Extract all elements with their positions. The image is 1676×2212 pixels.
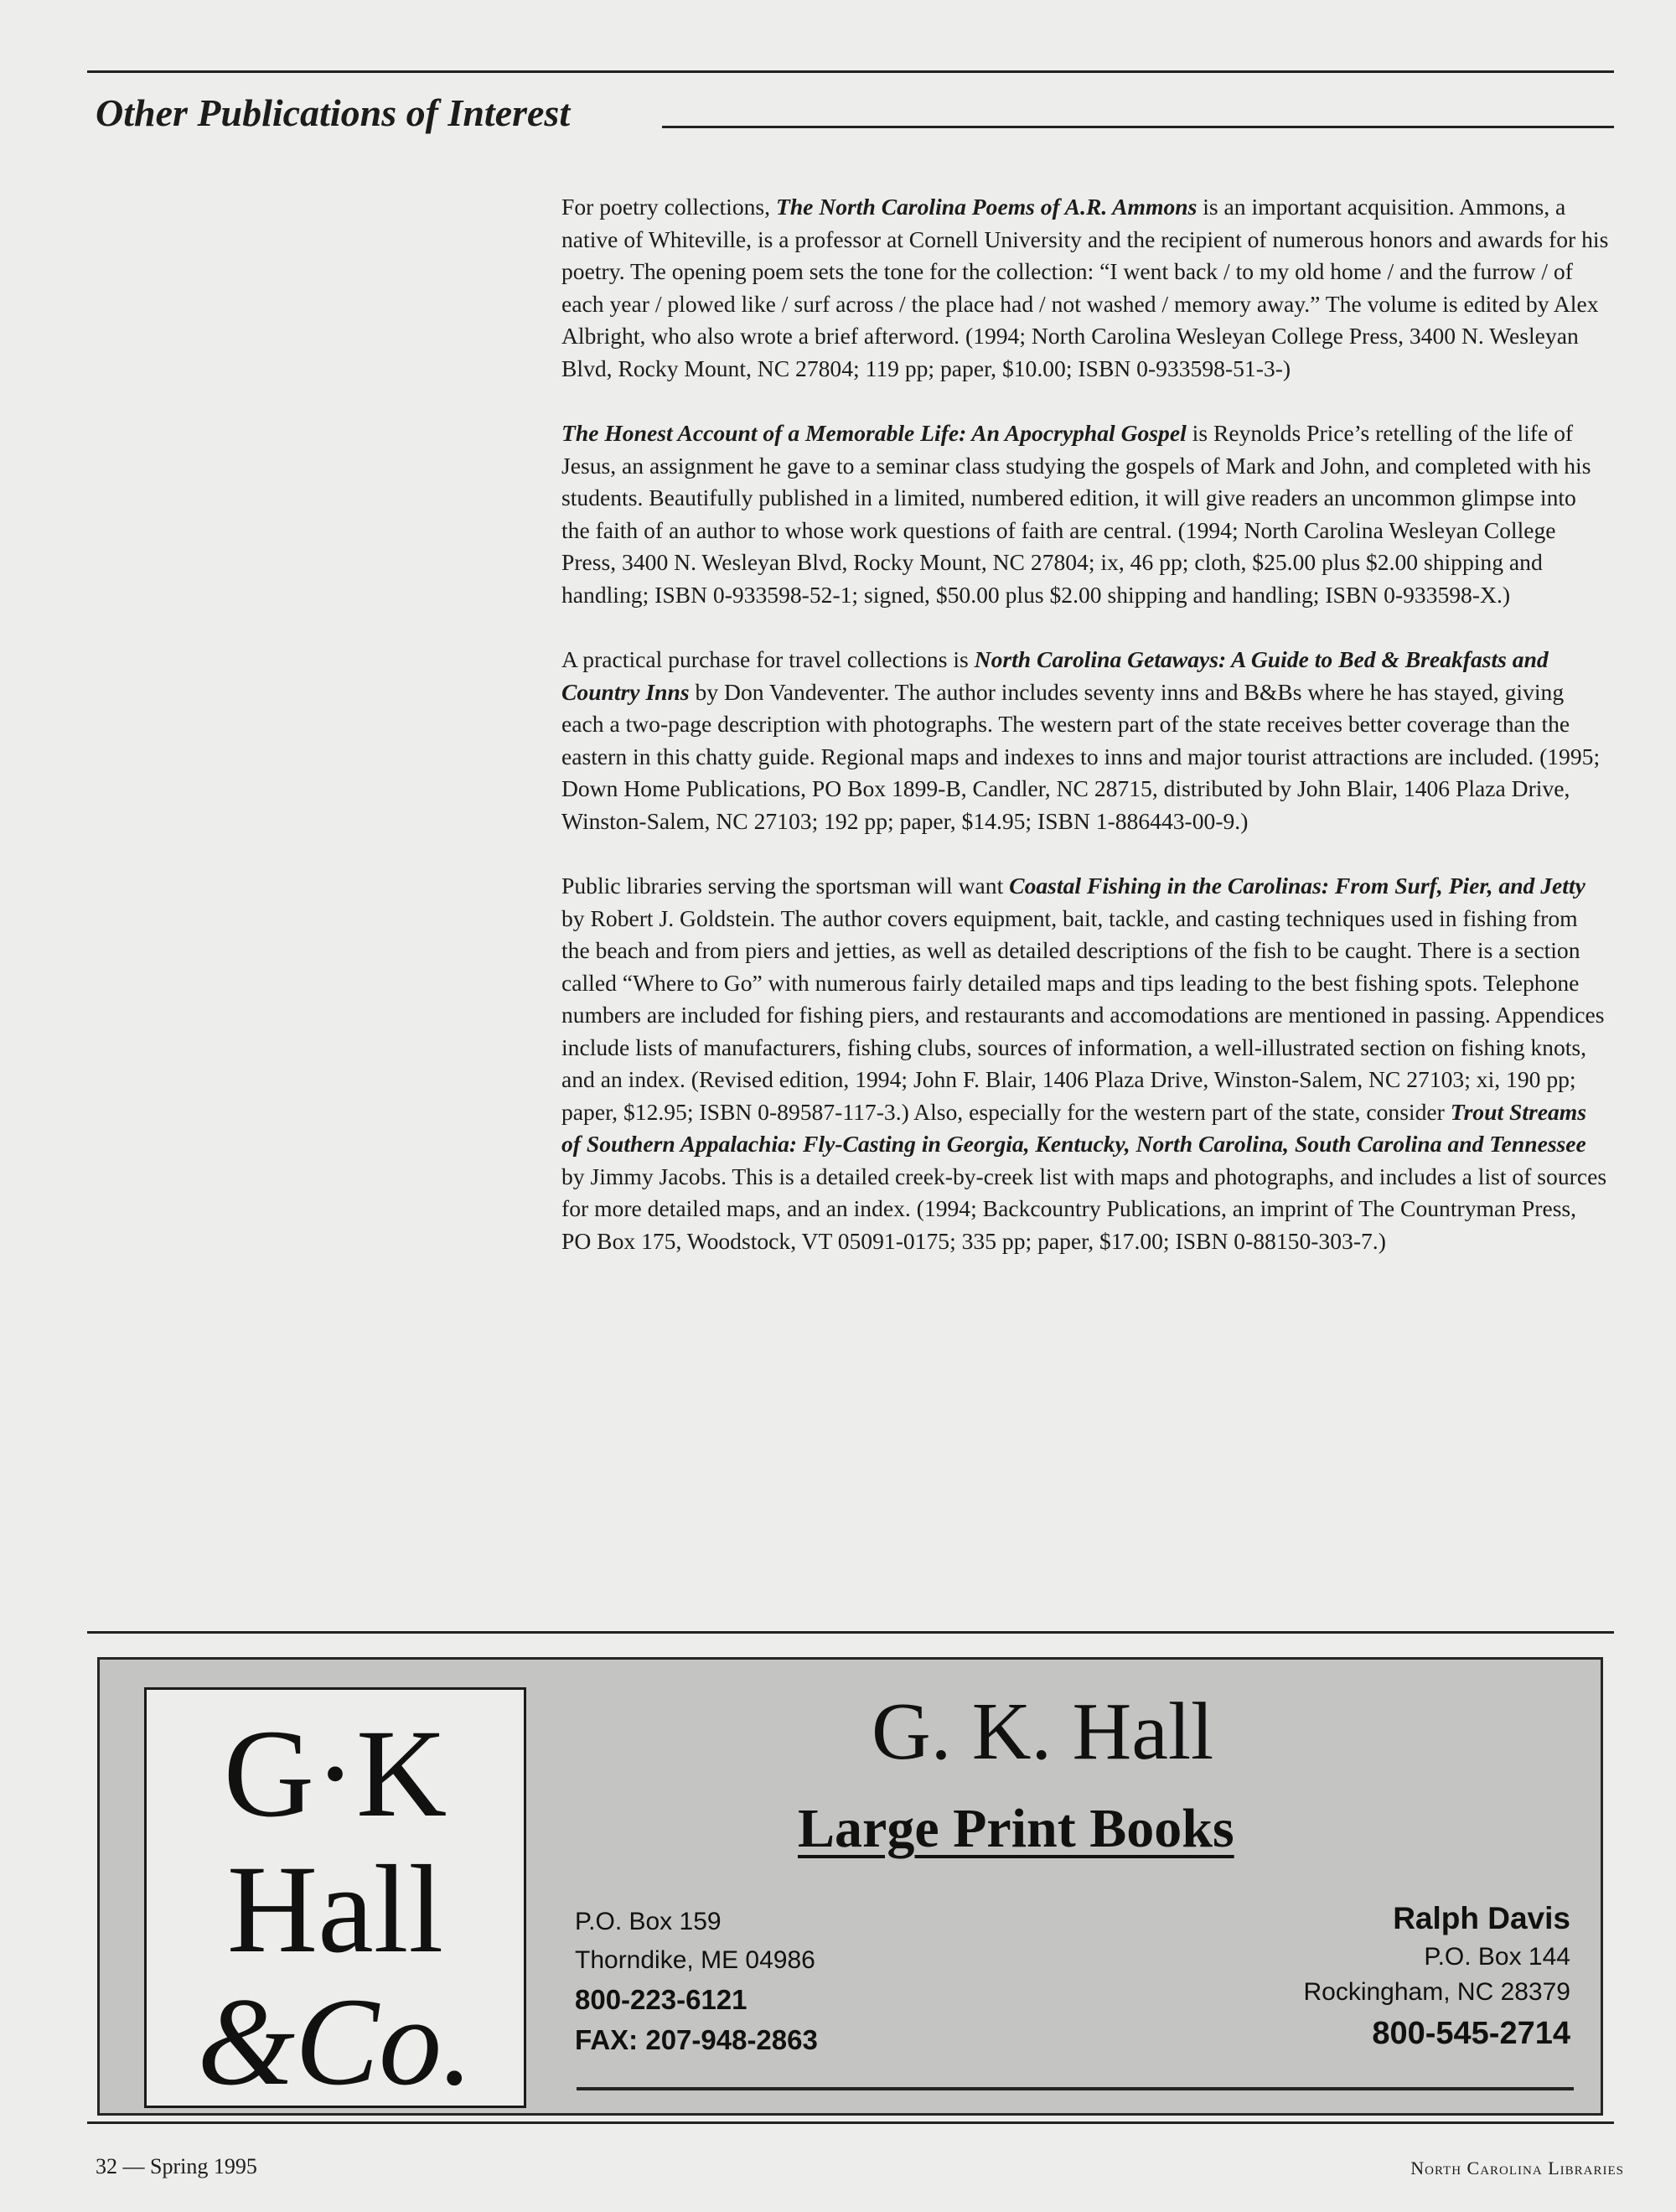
review-text: A practical purchase for travel collections is [561,646,975,672]
review-price [561,417,1609,611]
logo-line-hall: Hall [226,1840,444,1979]
review-fishing [561,870,1609,1257]
advertiser-address [575,1903,818,2060]
review-text: is Reynolds Price’s retelling of the life of Jesus, an assignment he gave to a seminar class studying the gospels of Mark and John, and completed with his students. Beautifully published in a limited, numbered edition, it will give readers an uncommon glimpse into the faith of an author to whose work questions of faith are central. (1994; North Carolina Wesleyan College Press, 3400 N. Wesleyan Blvd, Rocky Mount, NC 27804; ix, 46 pp; cloth, $25.00 plus $2.00 shipping and handling; ISBN 0-933598-52-1; signed, $50.00 plus $2.00 shipping and handling; ISBN 0-933598-X.) [561,420,1591,608]
title-rule [662,126,1614,128]
review-text: Public libraries serving the sportsman will want [561,873,1010,899]
logo-line-gk: G·K [223,1704,447,1843]
logo-artwork [147,1690,524,2106]
rep-po-box: P.O. Box 144 [1424,1943,1570,1971]
logo-line-co: &Co. [197,1972,473,2106]
review-text: by Don Vandeventer. The author includes seventy inns and B&Bs where he has stayed, giving each a two-page description with photographs. The western part of the state receives better coverage than the eastern in this chatty guide. Regional maps and indexes to inns and major tourist attractions are included. (1995; Down Home Publications, PO Box 1899-B, Candler, NC 28715, distributed by John Blair, 1406 Plaza Drive, Winston-Salem, NC 27103; 192 pp; paper, $14.95; ISBN 1-886443-00-9.) [561,678,1601,834]
book-title: The Honest Account of a Memorable Life: An Apocryphal Gospel [561,420,1187,446]
address-fax: FAX: 207-948-2863 [575,2024,818,2055]
rep-phone: 800-545-2714 [1372,2016,1570,2051]
review-text: For poetry collections, [561,194,776,220]
review-text: is an important acquisition. Ammons, a native of Whiteville, is a professor at Cornell University and the recipient of numerous honors and awards for his poetry. The opening poem sets the tone for the collection: “I went back / to my old home / and the furrow / of each year / plowed like / surf across / the place had / not washed / memory away.” The volume is edited by Alex Albright, who also wrote a brief afterword. (1994; North Carolina Wesleyan College Press, 3400 N. Wesleyan Blvd, Rocky Mount, NC 27804; 119 pp; paper, $10.00; ISBN 0-933598-51-3-) [561,194,1609,381]
address-phone: 800-223-6121 [575,1984,747,2015]
gk-hall-logo [144,1687,526,2108]
book-title: Trout Streams of Southern Appalachia: Fly-Casting in Georgia, Kentucky, North Carolina, South Carolina and Tennessee [561,1098,1587,1157]
book-title: Coastal Fishing in the Carolinas: From Surf, Pier, and Jetty [1009,873,1585,899]
reviews-column [561,191,1609,1290]
journal-name: North Carolina Libraries [1410,2158,1624,2178]
address-city: Thorndike, ME 04986 [575,1946,815,1974]
section-title: Other Publications of Interest [96,91,571,134]
address-po-box: P.O. Box 159 [575,1908,722,1935]
review-ammons [561,191,1609,385]
ad-bottom-rule [577,2087,1574,2090]
book-title: The North Carolina Poems of A.R. Ammons [775,194,1198,220]
review-getaways [561,644,1609,837]
rep-name: Ralph Davis [1393,1901,1570,1935]
book-title: North Carolina Getaways: A Guide to Bed & Breakfasts and Country Inns [561,646,1549,705]
sales-rep [1303,1898,1570,2057]
advertiser-name: G. K. Hall [872,1686,1214,1777]
top-rule [87,70,1614,73]
product-line: Large Print Books [798,1798,1234,1859]
rep-city: Rockingham, NC 28379 [1303,1978,1570,2006]
page-number-issue: 32 — Spring 1995 [96,2154,257,2178]
review-text: by Jimmy Jacobs. This is a detailed creek-by-creek list with maps and photographs, and includes a list of sources for more detailed maps, and an index. (1994; Backcountry Publications, an imprint of The Countryman Press, PO Box 175, Woodstock, VT 05091-0175; 335 pp; paper, $17.00; ISBN 0-88150-303-7.) [561,1163,1607,1254]
review-text: by Robert J. Goldstein. The author covers equipment, bait, tackle, and casting techniques used in fishing from the beach and from piers and jetties, as well as detailed descriptions of the fish to be caught. There is a section called “Where to Go” with numerous fairly detailed maps and tips leading to the best fishing spots. Telephone numbers are included for fishing piers, and restaurants and accomodations are mentioned in passing. Appendices include lists of manufacturers, fishing clubs, sources of information, a well-illustrated section on fishing knots, and an index. (Revised edition, 1994; John F. Blair, 1406 Plaza Drive, Winston-Salem, NC 27103; xi, 190 pp; paper, $12.95; ISBN 0-89587-117-3.) Also, especially for the western part of the state, consider [561,904,1605,1125]
